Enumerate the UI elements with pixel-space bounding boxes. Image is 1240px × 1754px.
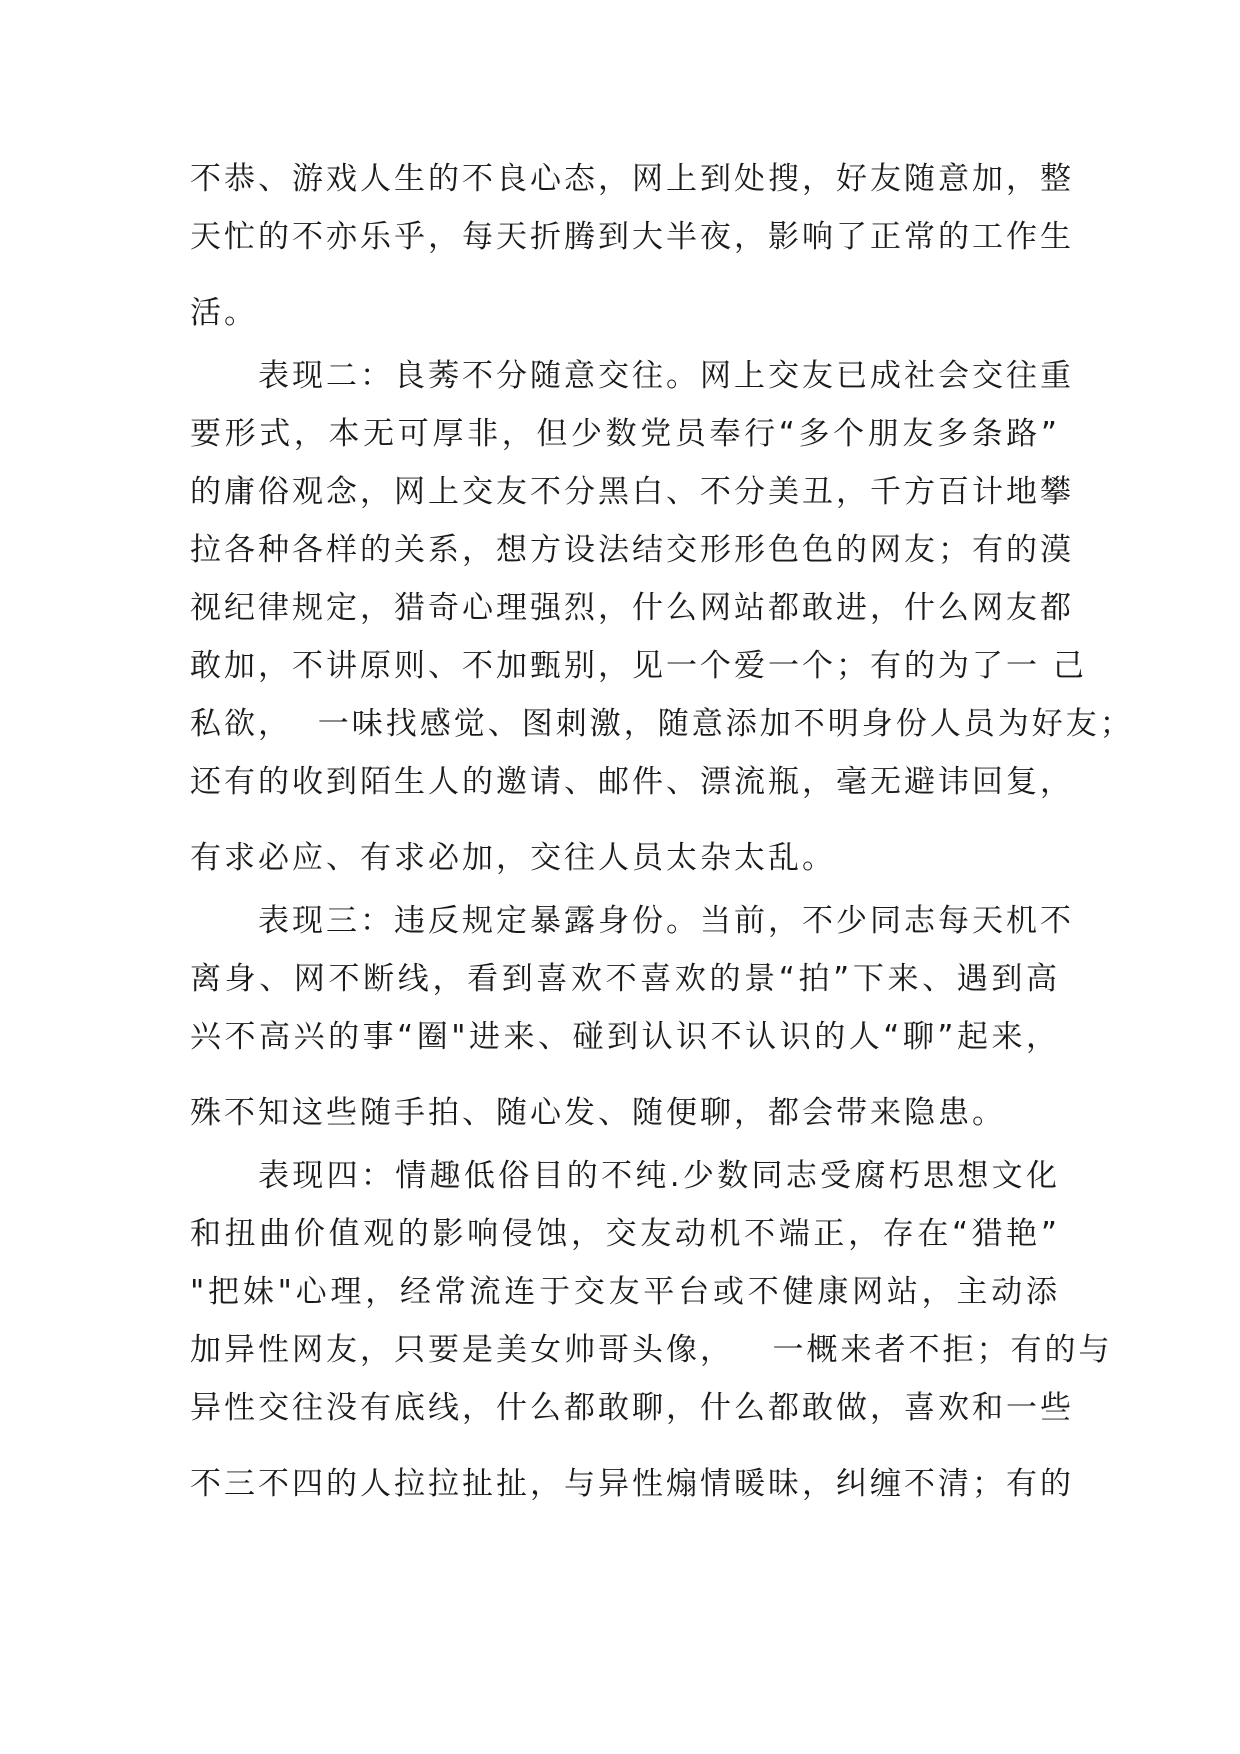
text-line: 有求必应、有求必加，交往人员太杂太乱。: [190, 840, 836, 876]
text-line: 殊不知这些随手拍、随心发、随便聊，都会带来隐患。: [190, 1095, 1006, 1131]
document-body: [190, 160, 1134, 1503]
text-line: 的庸俗观念，网上交友不分黑白、不分美丑，千方百计地攀: [190, 474, 1074, 510]
paragraph-start-line: 表现四：情趣低俗目的不纯.少数同志受腐朽思想文化: [258, 1158, 1060, 1194]
text-line: 不恭、游戏人生的不良心态，网上到处搜，好友随意加，整: [190, 161, 1074, 197]
text-line: 私欲， 一味找感觉、图刺激，随意添加不明身份人员为好友；: [190, 706, 1134, 742]
text-line: "把妹"心理，经常流连于交友平台或不健康网站，主动添: [190, 1274, 1060, 1310]
text-line: 天忙的不亦乐乎，每天折腾到大半夜，影响了正常的工作生: [190, 219, 1074, 255]
text-line: 拉各种各样的关系，想方设法结交形形色色的网友；有的漠: [190, 532, 1074, 568]
paragraph-start-line: 表现三：违反规定暴露身份。当前，不少同志每天机不: [258, 903, 1074, 939]
text-line: 和扭曲价值观的影响侵蚀，交友动机不端正，存在“猎艳”: [190, 1216, 1060, 1252]
text-line: 加异性网友，只要是美女帅哥头像， 一概来者不拒；有的与: [190, 1332, 1113, 1368]
paragraph-start-line: 表现二：良莠不分随意交往。网上交友已成社会交往重: [258, 358, 1074, 394]
text-line: 离身、网不断线，看到喜欢不喜欢的景“拍”下来、遇到高: [190, 961, 1060, 997]
text-line: 还有的收到陌生人的邀请、邮件、漂流瓶，毫无避讳回复，: [190, 764, 1074, 800]
text-line: 活。: [190, 295, 258, 331]
text-line: 异性交往没有底线，什么都敢聊，什么都敢做，喜欢和一些: [190, 1390, 1074, 1426]
text-line: 兴不高兴的事“圈"进来、碰到认识不认识的人“聊”起来，: [190, 1019, 1060, 1055]
text-line: 不三不四的人拉拉扯扯，与异性煽情暖昧，纠缠不清；有的: [190, 1466, 1074, 1502]
text-line: 敢加，不讲原则、不加甄别，见一个爱一个；有的为了一 己: [190, 648, 1087, 684]
text-line: 视纪律规定，猎奇心理强烈，什么网站都敢进，什么网友都: [190, 590, 1074, 626]
text-line: 要形式，本无可厚非，但少数党员奉行“多个朋友多条路”: [190, 416, 1060, 452]
